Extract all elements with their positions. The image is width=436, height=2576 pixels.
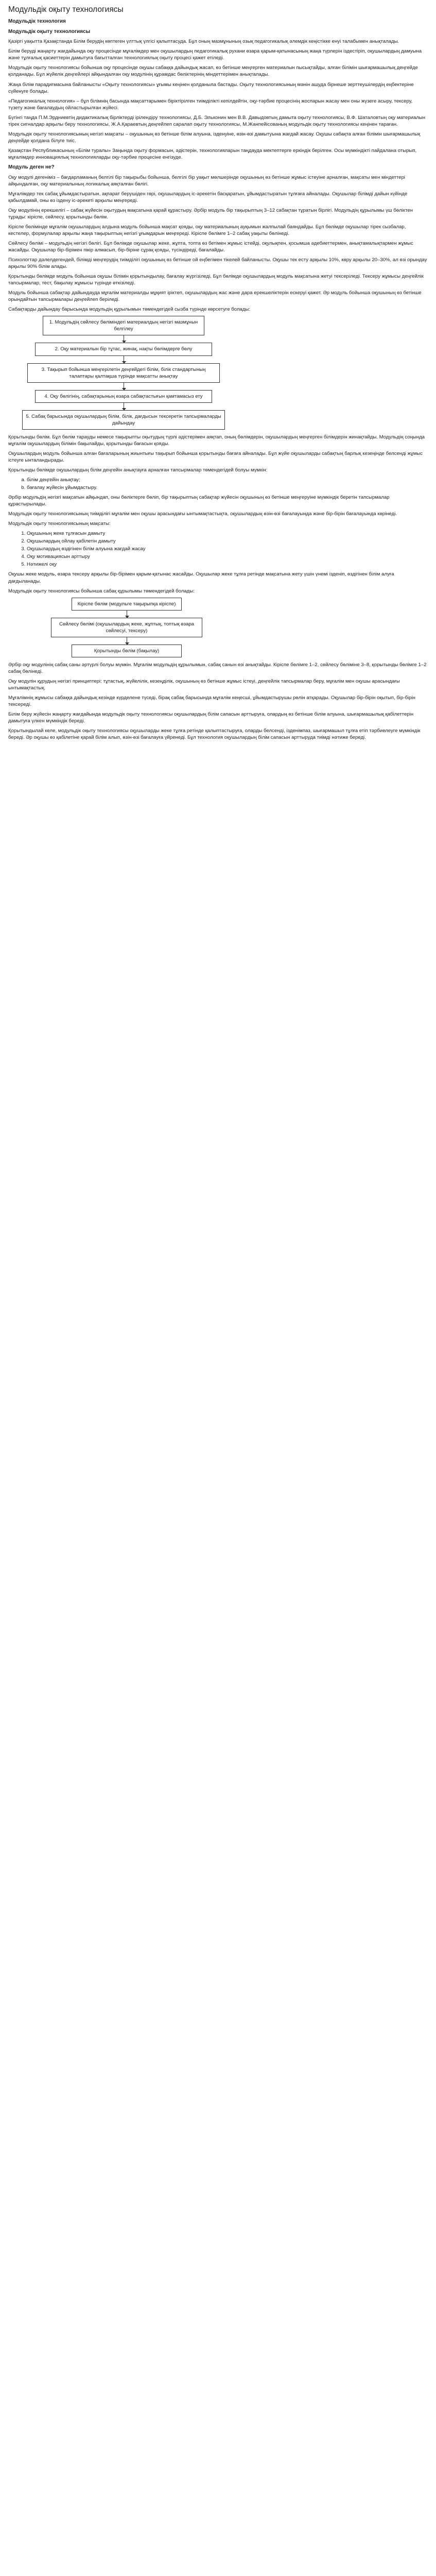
list-item: 3. Оқушылардың өздігінен білім алуына жағдай жасау	[27, 546, 428, 552]
list-item: b. бағалау жүйесін ұйымдастыру.	[27, 484, 428, 491]
section7	[8, 662, 428, 741]
list-item: 4. Оқу мотивациясын арттыру	[27, 553, 428, 560]
flow-box: 2. Оқу материалын бір тұтас, жинақ, нақты бөлімдерге бөлу	[35, 343, 212, 355]
paragraph: Модульдік оқыту технологиясы бойынша сабақ құрылымы төмендегідей болады:	[8, 588, 195, 594]
document-title: Модульдік оқыту технологиясы	[8, 5, 124, 14]
paragraph: Сөйлесу бөлімі – модульдің негізгі бөлігі. Бұл бөлімде оқушылар жеке, жұпта, топта өз бетімен жұмыс істейді, оқулықпен, қосымша әдебиеттермен, анықтамалықтармен жұмыс жасайды. Оқушылар бір-бірімен пікір алмасып, бір-біріне сұрақ қояды, түсіндіреді, бағалайды.	[8, 240, 413, 253]
paragraph: Қорытынды бөлім. Бұл бөлім тарауды немесе тақырыпты оқытудың түрлі әдістерімен аяқтап, оның бөлімдерін, оқушылардың меңгерген білімдерін жинақтайды. Модульдің соңында мұғалім оқушылардың білімін бақылайды, қорытынды бағасын қояды.	[8, 434, 425, 447]
paragraph: Оқу модулін құрудың негізгі принциптері: тұтастық, жүйелілік, кезеңділік, оқушының өз бетінше жұмыс істеуі, деңгейлік тапсырмалар беру, мұғалім мен оқушы арасындағы ынтымақтастық.	[8, 678, 400, 691]
list-item: 1. Оқушының жеке тұлғасын дамыту	[27, 530, 428, 537]
paragraph: Мұғалімнің жұмысы сабаққа дайындық кезінде күрделене түседі, бірақ сабақ барысында мұғалім кеңесші, ұйымдастырушы рөлін атқарады. Оқушылар бір-бірін оқытып, бір-бірін тексереді.	[8, 695, 415, 708]
flow-box: 1. Модульдің сөйлесу бөліміндегі материалдың негізгі мазмұнын белгілеу	[43, 316, 204, 335]
paragraph: Білім беруді жаңарту жағдайында оқу процесінде мұғалімдер мен оқушылардың педагогикалық рухани өзара қарым-қатынасының жаңа түрлерін іздестіріп, оқушылардың дамуына және тұлғалық қасиеттерін дамытуға бағытталған технологиялық оқыту процесі қажет етіледі.	[8, 48, 422, 61]
flow-box: 3. Тақырып бойынша меңгерілетін деңгейдегі білім, білік стандартының талаптары қалтақша түрінде мақсатты анықтау	[27, 363, 220, 383]
paragraph: Оқушылардың модуль бойынша алған бағаларының жиынтығы тақырып бойынша қорытынды бағаға айналады. Бұл жүйе оқушыларды сабақтың барлық кезеңінде белсенді жұмыс істеуге ынталандырады.	[8, 450, 423, 463]
paragraph: Мұғалімдер тек сабақ ұйымдастыратын, ақпарат берушіден гөрі, оқушылардың іс-әрекетін басқаратын, ұйымдастыратын тұлғаға айналады. Оқушылар білімді дайын күйінде қабылдамай, оны өз іздену іс-әрекеті арқылы меңгереді.	[8, 191, 408, 204]
paragraph: Әрбір модульдің негізгі мақсатын айқындап, оны бөліктерге бөліп, бір тақырыптың сабақтар жүйесін оқушының өз бетінше меңгеруіне мүмкіндік беретін тапсырмалар құрастырылады.	[8, 495, 390, 507]
flow-box: 4. Оқу бөлігінің, сабақтарының өзара сабақтастығын қамтамасыз ету	[35, 390, 212, 403]
section5	[8, 494, 428, 527]
list-item: 2. Оқушылардың ойлау қабілетін дамыту	[27, 538, 428, 545]
paragraph: Білім беру жүйесін жаңарту жағдайында модульдік оқыту технологиясы оқушылардың білім сапасын арттыруға, олардың өз бетінше білім алуына, шығармашылық қабілеттерін дамытуға үлкен мүмкіндік береді.	[8, 711, 414, 724]
section2-title: Модуль деген не?	[8, 164, 55, 170]
paragraph: Қорытынды бөлімде модуль бойынша оқушы білімін қорытындылау, бағалау жүргізіледі. Бұл бөлімде оқушылардың модуль мақсатына жетуі тексеріледі. Тексеру жұмысы деңгейлік тапсырмалар, тест, бақылау жұмысы түрінде өткізіледі.	[8, 274, 424, 286]
paragraph: Оқу модулінің ерекшелігі – сабақ жүйесін оқытудың мақсатына қарай құрастыру. Әрбір модуль бір тақырыптың 3–12 сабақтан тұратын бірлігі. Модульдің құрылымы үш бөліктен тұрады: кіріспе, сөйлесу, қорытынды бөлім.	[8, 207, 413, 220]
section3	[8, 273, 428, 313]
module-flow-diagram	[10, 316, 237, 429]
paragraph: Қазіргі уақытта Қазақстанда Білім берудің көптеген үлттық үлгісі қалыптасуда. Бұл оның мазмұнының озық педагогикалық әлемдік кеңістікке енуі талабымен анықталады.	[8, 39, 399, 45]
paragraph: Жаңа білім парадигмасына байланысты «Оқыту технологиясы» ұғымы кеңінен қолданыла бастады. Оқыту технологиясының мәнін ашуда бірнеше зерттеушілердің еңбектеріне сүйенуге болады.	[8, 81, 414, 94]
section6	[8, 571, 428, 594]
paragraph: «Педагогикалық технология» – бұл білімнің басында мақсаттарымен біріктірілген тиімділікті кепілдейтін, оқу-тәрбие процесінің жоспарын жасау мен оны жүзеге асыру, тексеру, түзету және бағалаудың ойластырылған жүйесі.	[8, 98, 413, 111]
paragraph: Модульдік оқыту технологиясы бойынша оқу процесінде оқушы сабаққа дайындық жасап, өз бетінше меңгерген материалын пысықтайды, алған білімін шығармашылық деңгейде қолданады. Бұл жүйелік деңгейлері айқындалған оқу модулінің құрамдас бөліктерінің міндеттерімен анықталады.	[8, 65, 418, 78]
section2	[8, 174, 428, 270]
paragraph: Модульдік оқыту технологиясының тиімділігі мұғалім мен оқушы арасындағы ынтымақтастықта, оқушылардың өзін-өзі бағалауында және бір-бірін бағалауында көрінеді.	[8, 511, 397, 517]
list-item: a. білім деңгейін анықтау;	[27, 477, 428, 483]
paragraph: Қорытындылай келе, модульдік оқыту технологиясы оқушыларды жеке тұлға ретінде қалыптастыруға, оларды белсенді, ізденімпаз, шығармашыл тұлға етіп тәрбиелеуге мүмкіндік береді. Әр оқушы өз қабілетіне қарай білім алып, өзін-өзі бағалауға үйренеді. Бұл технология оқушылардың білім сапасын арттыруда тиімді нәтиже береді.	[8, 728, 421, 741]
intro-section	[8, 38, 428, 161]
paragraph: Қазақстан Республикасының «Білім туралы» Заңында оқыту формасын, әдістерін, технологияларын таңдауда мектептерге еркіндік берілген. Осы мүмкіндікті пайдалана отырып, мұғалімдер инновациялық технологияларды оқу-тәрбие процесіне енгізуде.	[8, 147, 417, 160]
paragraph: Бүгінгі таңда П.М.Эрдниевтің дидактикалық бірліктерді ірілендіру технологиясы, Д.Б. Эльконин мен В.В. Давыдовтың дамыта оқыту технологиясы, В.Ф. Шаталовтың оқу материалын тірек сигналдар арқылы беру технологиясы, Ж.А.Қараевтың деңгейлеп саралап оқыту технологиясы, М.Жанпейісованың модульдік оқыту технологиясы кеңінен тараған.	[8, 114, 426, 127]
paragraph: Модульдік оқыту технологиясының негізгі мақсаты – оқушының өз бетінше білім алуына, ізденуіне, өзін-өзі дамытуына жағдай жасау. Оқушы сабақта алған білімін шығармашылық деңгейде қолдана білуге тиіс.	[8, 131, 421, 144]
section-title: Модульдік оқыту технологиясы	[8, 28, 91, 35]
flow-box: Кіріспе бөлім (модульгe тақырыпқа кіріспе)	[72, 598, 182, 611]
paragraph: Оқушы жеке модуль, өзара тексеру арқылы бір-бірімен қарым-қатынас жасайды. Оқушылар жеке тұлға ретінде мақсатына жету үшін үнемі ізденіп, өздігінен білім алуға дағдыланады.	[8, 571, 394, 584]
paragraph: Модуль бойынша сабақтар дайындауда мұғалім материалды мұқият іріктеп, оқушылардың жас және дара ерекшеліктерін ескеруі қажет. Әр модуль бойынша оқушының өз бетінше орындайтын тапсырмалары деңгейлеп беріледі.	[8, 290, 422, 303]
paragraph: Әрбір оқу модулінің сабақ саны әртүрлі болуы мүмкін. Мұғалім модульдің құрылымын, сабақ санын өзі анықтайды. Кіріспе бөлімге 1–2, сөйлесу бөліміне 3–8, қорытынды бөлімге 1–2 сабақ бөлінеді.	[8, 662, 427, 674]
flow-box: Сөйлесу бөлімі (оқушылардың жеке, жұптық, топтық өзара сөйлесуі, тексеру)	[51, 618, 202, 637]
paragraph: Сабақтарды дайындау барысында модульдің құрылымын төмендегідей сызба түрінде көрсетуге болады:	[8, 307, 250, 313]
flow-box: Қорытынды бөлім (бақылау)	[72, 645, 182, 657]
section4	[8, 434, 428, 473]
paragraph: Қорытынды бөлімде оқушылардың білім деңгейін анықтауға арналған тапсырмалар төмендегідей болуы мүмкін:	[8, 467, 268, 473]
paragraph: Модульдік оқыту технологиясының мақсаты:	[8, 521, 111, 527]
list-b	[8, 530, 428, 568]
paragraph: Кіріспе бөлімінде мұғалім оқушылардың алдына модуль бойынша мақсат қояды, оқу материалының ауқымын жалпылай баяндайды. Бұл бөлімде оқушылар тірек сызбалар, кестелер, формулалар арқылы жаңа тақырыптың негізгі ұғымдарын меңгереді. Кіріспе бөлімге 1–2 сабақ уақыты бөлінеді.	[8, 224, 406, 236]
paragraph: Психологтар дәлелдегендей, білімді меңгерудің тиімділігі оқушының өз бетінше ой еңбегімен тікелей байланысты. Оқушы тек есту арқылы 10%, көру арқылы 20–30%, ал өзі орындау арқылы 90% білім алады.	[8, 257, 427, 270]
paragraph: Оқу модулі дегеніміз – бағдарламаның белгілі бір тақырыбы бойынша, белгілі бір уақыт мөлшерінде оқушының өз бетінше жұмыс істеуіне арналған, мақсаты мен міндеттері айқындалған, оқу материалының логикалық аяқталған бөлігі.	[8, 174, 406, 187]
lesson-structure-diagram	[44, 598, 209, 657]
list-a	[8, 477, 428, 491]
flow-box: 5. Сабақ барысында оқушылардың білім, білік, дағдысын тексеретін тапсырмаларды дайындау	[22, 410, 225, 430]
document-page	[0, 0, 436, 749]
document-subtitle: Модульдік технология	[8, 19, 66, 25]
list-item: 5. Нәтижелі оқу	[27, 561, 428, 568]
